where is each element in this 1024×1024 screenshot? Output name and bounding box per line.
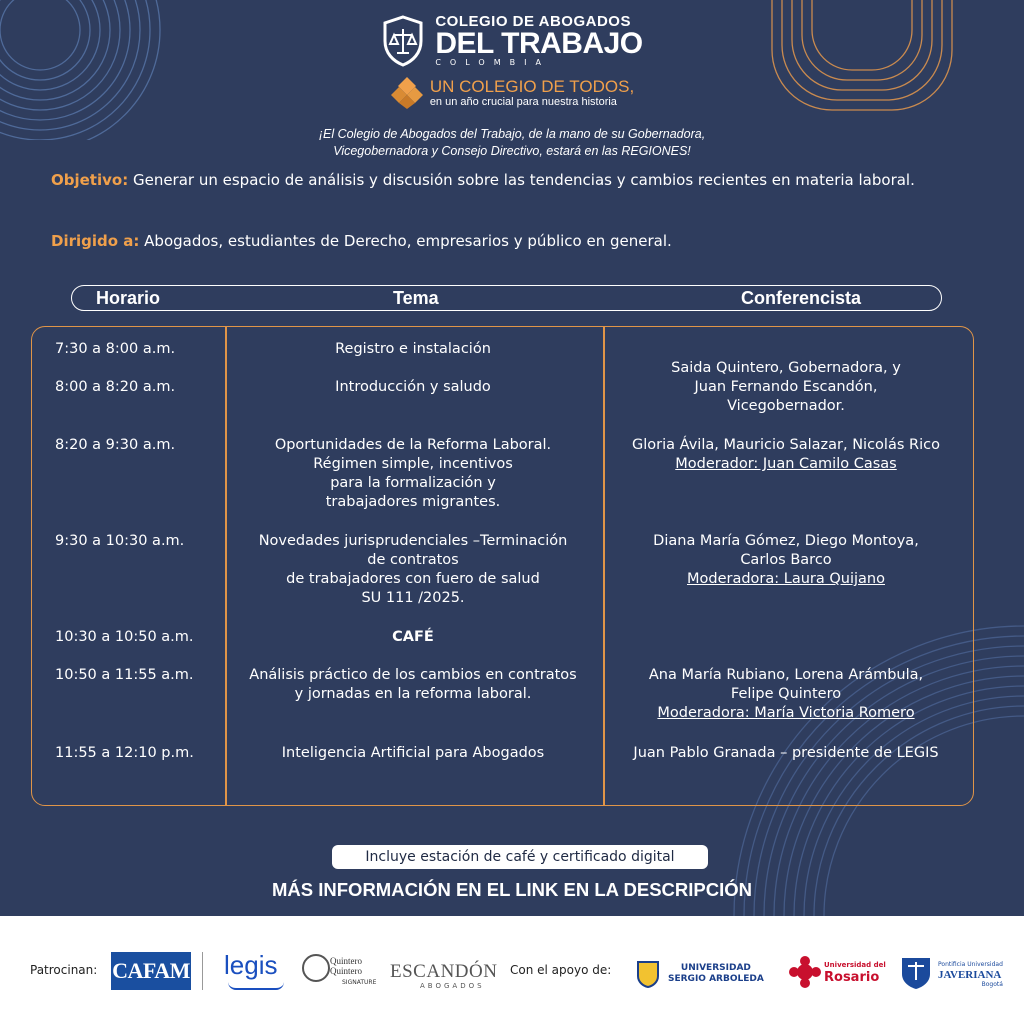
- objective-label: Objetivo:: [51, 171, 129, 189]
- intro-text: [0, 126, 1024, 160]
- time-cell: 7:30 a 8:00 a.m.: [55, 341, 176, 357]
- time-cell: 8:00 a 8:20 a.m.: [55, 379, 176, 395]
- topic-line: Régimen simple, incentivos: [313, 456, 513, 472]
- time-cell: 11:55 a 12:10 p.m.: [55, 745, 194, 761]
- rosario-crest-icon: [789, 956, 821, 988]
- slogan-sub: en un año crucial para nuestra historia: [429, 96, 617, 108]
- topic-line: y jornadas en la reforma laboral.: [294, 686, 532, 702]
- speaker-line: Diana María Gómez, Diego Montoya,: [653, 533, 919, 549]
- column-divider: [603, 326, 605, 806]
- brand-country: COLOMBIA: [435, 58, 550, 67]
- slogan: [0, 76, 1024, 110]
- topic-line: Análisis práctico de los cambios en contratos: [249, 667, 577, 683]
- speaker-line: Vicegobernador.: [727, 398, 845, 414]
- brand-name-top: COLEGIO DE ABOGADOS: [435, 13, 631, 30]
- quintero-emblem-icon: [302, 954, 330, 982]
- time-cell: 8:20 a 9:30 a.m.: [55, 437, 176, 453]
- speaker-line: Ana María Rubiano, Lorena Arámbula,: [648, 667, 924, 683]
- speaker-cell: [606, 666, 966, 723]
- sergio-arboleda-crest-icon: [636, 960, 660, 988]
- rosario-logo: [824, 961, 886, 985]
- javeriana-line-big: JAVERIANA: [938, 969, 1002, 981]
- header-speaker: Conferencista: [741, 288, 862, 308]
- sponsors-label: Patrocinan:: [30, 963, 98, 977]
- moderator-line: Moderador: Juan Camilo Casas: [675, 456, 897, 472]
- javeriana-logo: [938, 961, 1003, 988]
- time-cell: 10:30 a 10:50 a.m.: [55, 629, 194, 645]
- moderator-line: Moderadora: Laura Quijano: [687, 571, 885, 587]
- brand-name-main: DEL TRABAJO: [435, 27, 643, 60]
- topic-cell: [230, 436, 596, 512]
- audience-label: Dirigido a:: [51, 232, 140, 250]
- legis-logo: legis: [224, 950, 278, 980]
- topic-cell: Registro e instalación: [335, 341, 491, 357]
- speaker-line: Felipe Quintero: [730, 686, 842, 702]
- sergio-arboleda-logo: [668, 963, 764, 985]
- speaker-line: Gloria Ávila, Mauricio Salazar, Nicolás Rico: [632, 437, 940, 453]
- header: [0, 14, 1024, 110]
- legis-underline: [228, 982, 284, 990]
- brand-logo: [0, 14, 1024, 68]
- topic-line: trabajadores migrantes.: [325, 494, 501, 510]
- speaker-cell: [606, 359, 966, 416]
- objective-paragraph: [51, 171, 966, 190]
- column-divider: [225, 326, 227, 806]
- topic-line: para la formalización y: [330, 475, 496, 491]
- more-info-text: MÁS INFORMACIÓN EN EL LINK EN LA DESCRIPCIÓN: [272, 879, 752, 900]
- escandon-logo: ESCANDÓN: [390, 961, 498, 982]
- speaker-line: Juan Fernando Escandón,: [694, 379, 878, 395]
- speaker-line: Saida Quintero, Gobernadora, y: [671, 360, 901, 376]
- header-time: Horario: [96, 288, 161, 308]
- support-label: Con el apoyo de:: [510, 963, 612, 977]
- rosario-line-small: Universidad del: [824, 961, 886, 969]
- intro-line-1: ¡El Colegio de Abogados del Trabajo, de la mano de su Gobernadora,: [318, 127, 706, 141]
- diamond-logo-icon: [390, 76, 424, 110]
- topic-cell: [230, 666, 596, 704]
- quintero-signature: SIGNATURE: [342, 979, 377, 986]
- topic-line: Novedades jurisprudenciales –Terminación: [258, 533, 568, 549]
- header-topic: Tema: [393, 288, 439, 308]
- javeriana-city: Bogotá: [981, 981, 1003, 988]
- javeriana-crest-icon: [898, 954, 934, 990]
- time-cell: 9:30 a 10:30 a.m.: [55, 533, 185, 549]
- escandon-sub: ABOGADOS: [420, 982, 485, 990]
- objective-text: Generar un espacio de análisis y discusión sobre las tendencias y cambios recientes en materia laboral.: [128, 171, 915, 189]
- quintero-logo: Quintero Quintero: [330, 956, 362, 976]
- cafam-logo: CAFAM: [111, 952, 191, 990]
- javeriana-line-small: Pontificia Universidad: [938, 961, 1003, 968]
- divider: [202, 952, 203, 990]
- speaker-line: Carlos Barco: [740, 552, 832, 568]
- rosario-line-big: Rosario: [824, 970, 880, 985]
- time-cell: 10:50 a 11:55 a.m.: [55, 667, 194, 683]
- moderator-line: Moderadora: María Victoria Romero: [657, 705, 915, 721]
- topic-cell: Introducción y saludo: [335, 379, 491, 395]
- speaker-cell: [606, 532, 966, 589]
- shield-scales-icon: [381, 15, 425, 67]
- topic-line: SU 111 /2025.: [361, 590, 465, 606]
- sponsor-footer: [0, 916, 1024, 1024]
- audience-text: Abogados, estudiantes de Derecho, empresarios y público en general.: [139, 232, 672, 250]
- sergio-arboleda-line: SERGIO ARBOLEDA: [668, 974, 764, 984]
- slogan-main: UN COLEGIO DE TODOS,: [429, 77, 635, 96]
- topic-line: Oportunidades de la Reforma Laboral.: [274, 437, 552, 453]
- sergio-arboleda-line: UNIVERSIDAD: [680, 963, 751, 973]
- audience-paragraph: [51, 232, 966, 251]
- topic-line: de contratos: [367, 552, 459, 568]
- topic-cell: CAFÉ: [392, 629, 434, 645]
- topic-cell: Inteligencia Artificial para Abogados: [281, 745, 545, 761]
- intro-line-2: Vicegobernadora y Consejo Directivo, estará en las REGIONES!: [333, 144, 691, 158]
- topic-cell: [230, 532, 596, 608]
- speaker-cell: Juan Pablo Granada – presidente de LEGIS: [633, 745, 939, 761]
- includes-badge: Incluye estación de café y certificado digital: [332, 845, 708, 869]
- table-header: [71, 285, 942, 311]
- topic-line: de trabajadores con fuero de salud: [286, 571, 540, 587]
- speaker-cell: [606, 436, 966, 474]
